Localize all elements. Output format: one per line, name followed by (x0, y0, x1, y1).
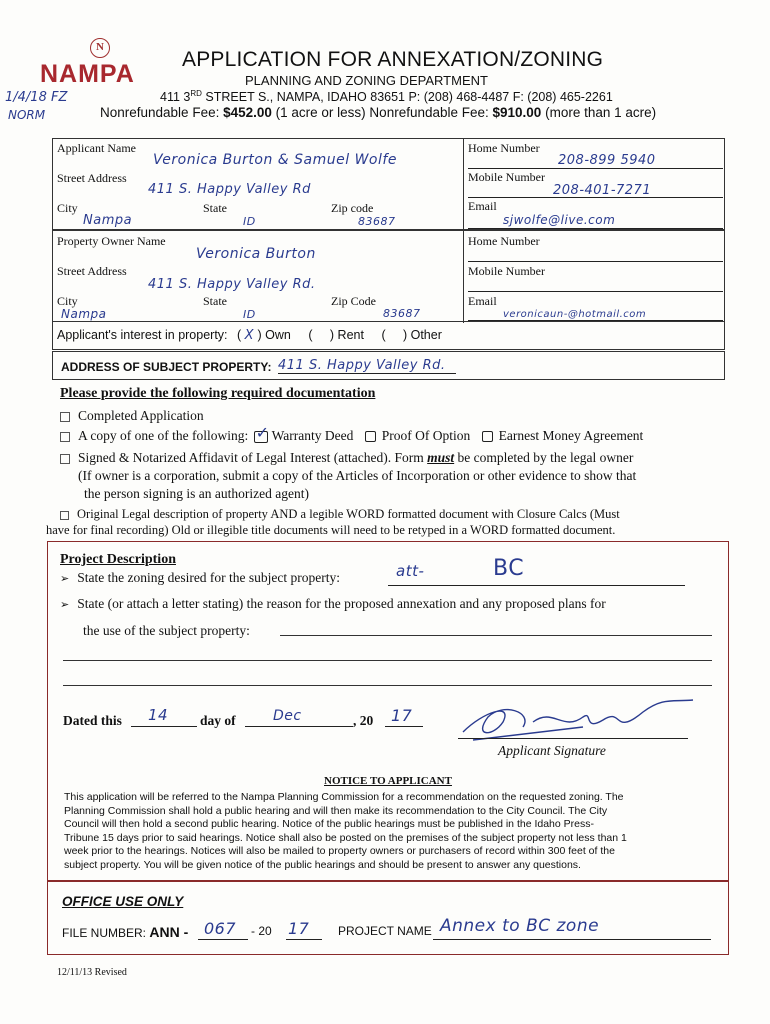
notice-heading: NOTICE TO APPLICANT (324, 775, 452, 787)
address-post: STREET S., NAMPA, IDAHO 83651 P: (208) 468-4487 F: (208) 465-2261 (201, 90, 613, 105)
checkbox-earnest-money[interactable] (482, 431, 493, 442)
rent-label: ) Rent (329, 328, 364, 342)
day-of-label: day of (200, 713, 236, 728)
interest-label: Applicant's interest in property: (57, 328, 228, 342)
dated-label: Dated this (63, 713, 122, 728)
applicant-mobile-field[interactable]: 208-401-7271 (553, 183, 652, 198)
applicant-zip-label: Zip code (331, 201, 374, 215)
applicant-name-label: Applicant Name (57, 141, 136, 155)
applicant-section (52, 138, 725, 230)
logo-mark-icon: N (90, 38, 110, 58)
owner-home-label: Home Number (468, 234, 540, 248)
checkbox-warranty-deed[interactable] (254, 422, 270, 443)
own-mark: X (244, 328, 255, 343)
arrow-bullet-icon: ➢ (60, 573, 70, 585)
margin-note-norm: NORM (8, 108, 46, 122)
checkbox-application[interactable] (60, 412, 70, 422)
doc-item-affidavit (60, 450, 633, 466)
notice-line-5: week prior to the hearings. Notices will also be mailed to property owners or purchasers of record within 300 feet of the (64, 845, 615, 857)
year-field[interactable] (385, 726, 423, 727)
fee-a-value: $452.00 (223, 105, 272, 120)
applicant-city-label: City (57, 201, 78, 215)
nampa-logo (40, 38, 160, 88)
owner-zip-field[interactable]: 83687 (383, 307, 421, 320)
reason-field-line-2[interactable] (63, 660, 712, 661)
owner-city-label: City (57, 294, 78, 308)
signature-label: Applicant Signature (498, 743, 606, 758)
applicant-street-field[interactable]: 411 S. Happy Valley Rd (148, 182, 311, 197)
applicant-email-field[interactable]: sjwolfe@live.com (503, 213, 616, 227)
doc-item-copy-label: A copy of one of the following: (78, 428, 249, 443)
zoning-question (60, 570, 340, 586)
file-year-prefix: - 20 (251, 924, 272, 938)
checkbox-affidavit[interactable] (60, 454, 70, 464)
year-prefix: , 20 (353, 713, 374, 728)
applicant-street-label: Street Address (57, 171, 127, 185)
opt-proof-of-option: Proof Of Option (381, 428, 471, 443)
docs-heading: Please provide the following required documentation (60, 386, 376, 401)
logo-text: NAMPA (40, 60, 135, 88)
reason-field-line-3[interactable] (63, 685, 712, 686)
file-number-prefix: ANN - (149, 924, 189, 940)
own-label: ) Own (257, 328, 291, 342)
affidavit-text-b: be completed by the legal owner (454, 450, 634, 465)
doc-item-application[interactable] (60, 408, 204, 424)
doc-item-legal-desc (60, 507, 620, 522)
notice-line-4: Tribune 15 days prior to said hearings. Notice shall also be posted on the premises of the subject property not less than 1 (64, 831, 627, 844)
file-year-field[interactable] (286, 939, 322, 940)
owner-email-label: Email (468, 294, 497, 308)
affidavit-must: must (427, 450, 455, 465)
check-mark-icon: ✓ (255, 422, 270, 442)
interest-other-checkbox[interactable]: ( ) Other (381, 328, 442, 342)
fee-b-value: $910.00 (492, 105, 542, 120)
notice-line-1: This application will be referred to the Nampa Planning Commission for a recommendation on the requested zoning. The (64, 791, 624, 803)
applicant-email-label: Email (468, 199, 497, 213)
office-use-section (47, 881, 729, 955)
checkbox-proof-of-option[interactable] (365, 431, 376, 442)
interest-row (52, 322, 725, 350)
owner-email-field[interactable]: veronicaun-@hotmail.com (503, 309, 647, 320)
reason-question-label-a: State (or attach a letter stating) the reason for the proposed annexation and any proposed plans for (77, 596, 606, 611)
reason-field-line-1[interactable] (280, 635, 712, 636)
applicant-mobile-label: Mobile Number (468, 170, 545, 184)
interest-own-checkbox[interactable]: ( X ) Own (237, 328, 291, 343)
applicant-state-label: State (203, 201, 227, 215)
project-name-value: Annex to BC zone (440, 916, 600, 936)
file-number-label: FILE NUMBER: (62, 926, 150, 940)
checkbox-copy[interactable] (60, 432, 70, 442)
year-value: 17 (391, 706, 413, 725)
notice-line-6: subject property. You will be given notice of the public hearings and should be present to answer any questions. (64, 858, 581, 871)
arrow-bullet-icon: ➢ (60, 599, 70, 611)
zoning-field[interactable] (388, 578, 685, 586)
revised-note: 12/11/13 Revised (57, 967, 127, 978)
other-label: ) Other (402, 328, 442, 342)
interest-rent-checkbox[interactable]: ( ) Rent (308, 328, 364, 342)
opt-warranty-deed: Warranty Deed (271, 428, 354, 443)
owner-city-field[interactable]: Nampa (61, 307, 107, 321)
subject-property-row (52, 351, 725, 380)
subject-property-field[interactable]: 411 S. Happy Valley Rd. (278, 358, 456, 374)
day-value: 14 (148, 706, 169, 724)
office-address (160, 89, 613, 104)
file-number-value: 067 (204, 919, 237, 938)
fee-b-note: (more than 1 acre) (541, 105, 657, 120)
address-pre: 411 3 (160, 90, 191, 105)
notice-body (64, 791, 719, 872)
zoning-value-bc: BC (493, 556, 525, 581)
margin-note-date: 1/4/18 FZ (5, 90, 68, 105)
notice-line-3: Council will then hold a second public hearing. Notice of the public hearings must be published in the Idaho Press- (64, 818, 594, 830)
opt-earnest-money: Earnest Money Agreement (498, 428, 644, 443)
project-name-field[interactable] (433, 939, 711, 940)
fee-a-label: Nonrefundable Fee: (100, 105, 224, 120)
owner-name-label: Property Owner Name (57, 234, 166, 248)
file-year-value: 17 (288, 919, 310, 938)
legal-desc-text-b: have for final recording) Old or illegible title documents will need to be retyped in a WORD formatted document. (46, 523, 616, 537)
address-sup: RD (190, 89, 202, 98)
subject-property-label: ADDRESS OF SUBJECT PROPERTY: (61, 360, 272, 374)
reason-question (60, 596, 606, 612)
month-field[interactable] (245, 726, 353, 727)
day-field[interactable] (131, 726, 197, 727)
department: PLANNING AND ZONING DEPARTMENT (245, 73, 488, 88)
office-use-heading: OFFICE USE ONLY (62, 894, 184, 909)
applicant-home-label: Home Number (468, 141, 540, 155)
applicant-home-field[interactable]: 208-899 5940 (558, 153, 656, 168)
owner-section (52, 230, 725, 322)
applicant-name-field[interactable]: Veronica Burton & Samuel Wolfe (153, 152, 397, 168)
signature-line (458, 738, 688, 739)
applicant-zip-field[interactable]: 83687 (358, 215, 396, 228)
applicant-city-field[interactable]: Nampa (83, 213, 133, 228)
project-heading: Project Description (60, 552, 176, 567)
doc-item-copy (60, 422, 644, 444)
applicant-state-field[interactable]: ID (243, 215, 256, 228)
file-number-field[interactable] (198, 939, 248, 940)
doc-item-application-label: Completed Application (78, 408, 204, 423)
notice-line-2: Planning Commission shall hold a public hearing and will then make its recommendation to the City Council. The City (64, 804, 608, 817)
fee-a-note: (1 acre or less) Nonrefundable Fee: (271, 105, 493, 120)
checkbox-legal-desc[interactable] (60, 511, 69, 520)
fee-line (100, 105, 656, 120)
zoning-value-att: att- (396, 562, 425, 580)
legal-desc-text-a: Original Legal description of property AND a legible WORD formatted document with Closure Calcs (Must (77, 507, 620, 521)
project-section (47, 541, 729, 881)
reason-question-label-b: the use of the subject property: (83, 623, 250, 638)
project-name-label: PROJECT NAME (338, 924, 432, 938)
affidavit-text-a: Signed & Notarized Affidavit of Legal Interest (attached). Form (78, 450, 428, 465)
owner-state-label: State (203, 294, 227, 308)
owner-zip-label: Zip Code (331, 294, 376, 308)
zoning-question-label: State the zoning desired for the subject property: (77, 570, 341, 585)
owner-mobile-label: Mobile Number (468, 264, 545, 278)
owner-street-label: Street Address (57, 264, 127, 278)
form-title: APPLICATION FOR ANNEXATION/ZONING (182, 48, 604, 71)
owner-name-field[interactable]: Veronica Burton (196, 246, 316, 262)
owner-state-field[interactable]: ID (243, 308, 256, 321)
owner-street-field[interactable]: 411 S. Happy Valley Rd. (148, 277, 316, 292)
month-value: Dec (273, 708, 302, 724)
affidavit-note-2: the person signing is an authorized agent) (84, 486, 309, 501)
affidavit-note-1: (If owner is a corporation, submit a copy of the Articles of Incorporation or other evidence to show that (78, 468, 637, 483)
